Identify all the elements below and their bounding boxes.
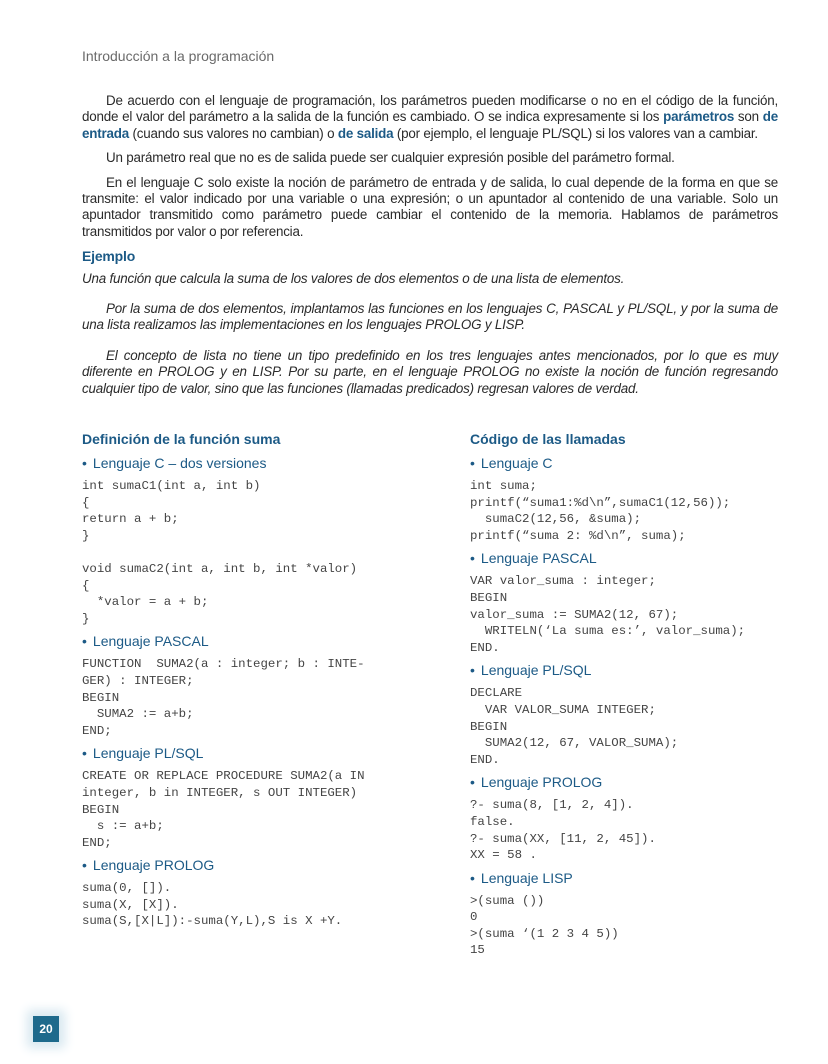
code-line: 15 <box>470 943 485 958</box>
code-line: END. <box>470 752 500 767</box>
language-heading <box>82 857 402 873</box>
body-text <box>82 93 778 405</box>
paragraph: Un parámetro real que no es de salida puede ser cualquier expresión posible del parámetro formal. <box>106 150 675 166</box>
code-line: ?- suma(XX, [11, 2, 45]). <box>470 831 656 846</box>
code-block <box>82 768 402 851</box>
code-block <box>470 893 800 959</box>
code-line: VAR valor_suma : integer; <box>470 574 656 589</box>
code-line: suma(X, [X]). <box>82 897 179 912</box>
code-line: ?- suma(8, [1, 2, 4]). <box>470 798 634 813</box>
code-block <box>470 573 800 656</box>
code-block <box>470 797 800 863</box>
code-line: CREATE OR REPLACE PROCEDURE SUMA2(a IN <box>82 769 365 784</box>
language-heading <box>470 455 800 471</box>
running-header: Introducción a la programación <box>82 48 275 64</box>
code-line: WRITELN(‘La suma es:’, valor_suma); <box>470 624 746 639</box>
language-label: Lenguaje PASCAL <box>480 550 597 567</box>
term-parametros: parámetros <box>663 109 735 125</box>
bullet-icon: • <box>470 662 475 679</box>
language-label: Lenguaje PROLOG <box>92 857 215 874</box>
example-paragraph: Una función que calcula la suma de los valores de dos elementos o de una lista de elementos. <box>82 270 625 286</box>
code-line: END; <box>82 723 112 738</box>
code-block <box>470 478 800 544</box>
code-line: { <box>82 495 90 510</box>
code-line: SUMA2(12, 67, VALOR_SUMA); <box>470 736 679 751</box>
bullet-icon: • <box>470 869 475 886</box>
language-label: Lenguaje C – dos versiones <box>92 455 267 471</box>
code-line: integer, b in INTEGER, s OUT INTEGER) <box>82 785 358 800</box>
bullet-icon: • <box>470 550 475 567</box>
text: De acuerdo con el lenguaje de programación, los parámetros pueden modificarse o no en el código de la función, donde el valor del parámetro a la salida de la función es cambiado. O se indica expresamente si los <box>82 93 778 125</box>
column-heading: Definición de la función suma <box>82 431 281 447</box>
code-line: suma(0, []). <box>82 881 172 896</box>
bullet-icon: • <box>470 774 475 791</box>
code-line: VAR VALOR_SUMA INTEGER; <box>470 702 656 717</box>
code-line: >(suma ‘(1 2 3 4 5)) <box>470 926 619 941</box>
text: son <box>734 109 763 125</box>
code-line: } <box>82 528 90 543</box>
code-line: void sumaC2(int a, int b, int *valor) <box>82 561 358 576</box>
page-number: 20 <box>33 1016 59 1042</box>
text: (por ejemplo, el lenguaje PL/SQL) si los valores van a cambiar. <box>393 125 758 141</box>
code-line: BEGIN <box>470 590 508 605</box>
code-block <box>470 685 800 768</box>
code-line: BEGIN <box>82 802 120 817</box>
example-heading: Ejemplo <box>82 248 136 265</box>
code-block <box>82 880 402 930</box>
code-line: } <box>82 611 90 626</box>
code-line: XX = 58 . <box>470 848 537 863</box>
paragraph: En el lenguaje C solo existe la noción de parámetro de entrada y de salida, lo cual depende de la forma en que se transmite: el valor indicado por una variable o una expresión; o un apuntador al contenido de una variable. Solo un apuntador transmitido como parámetro puede cambiar el contenido de la memoria. Hablamos de parámetros transmitidos por valor o por referencia. <box>82 174 778 239</box>
language-label: Lenguaje LISP <box>480 869 573 886</box>
example-paragraph: Por la suma de dos elementos, implantamos las funciones en los lenguajes C, PASCAL y PL/SQL, y por la suma de una lista realizamos las implementaciones en los lenguajes PROLOG y LISP. <box>82 301 778 333</box>
code-block <box>82 478 402 627</box>
language-heading <box>470 774 800 790</box>
language-label: Lenguaje C <box>480 455 553 471</box>
code-line: int sumaC1(int a, int b) <box>82 479 261 493</box>
term-de-salida: de salida <box>337 125 394 141</box>
code-line: printf(“suma1:%d\n”,sumaC1(12,56)); <box>470 495 731 510</box>
example-paragraph: El concepto de lista no tiene un tipo predefinido en los tres lenguajes antes mencionados, por lo que es muy diferente en PROLOG y en LISP. Por su parte, en el lenguaje PROLOG no existe la noción de función regresando cualquier tipo de valor, sino que las funciones (llamadas predicados) regresan valores de verdad. <box>82 347 778 396</box>
code-line: valor_suma := SUMA2(12, 67); <box>470 607 679 622</box>
code-line: int suma; <box>470 479 537 493</box>
code-block <box>82 656 402 739</box>
language-heading <box>470 662 800 678</box>
language-heading <box>82 455 402 471</box>
bullet-icon: • <box>82 857 87 874</box>
code-line: printf(“suma 2: %d\n”, suma); <box>470 528 686 543</box>
code-line: DECLARE <box>470 686 523 701</box>
language-heading <box>470 870 800 886</box>
code-line: suma(S,[X|L]):-suma(Y,L),S is X +Y. <box>82 914 343 929</box>
language-heading <box>470 550 800 566</box>
code-line: BEGIN <box>470 719 508 734</box>
code-line: return a + b; <box>82 512 179 527</box>
language-label: Lenguaje PASCAL <box>92 633 209 650</box>
code-line: FUNCTION SUMA2(a : integer; b : INTE- <box>82 657 365 672</box>
code-line: sumaC2(12,56, &suma); <box>470 512 642 527</box>
code-line: s := a+b; <box>82 819 164 834</box>
left-column <box>82 431 402 932</box>
text: (cuando sus valores no cambian) o <box>128 125 338 141</box>
code-line: END. <box>470 640 500 655</box>
language-heading <box>82 633 402 649</box>
code-line: false. <box>470 814 515 829</box>
term-de-entrada: de entrada <box>82 109 779 141</box>
bullet-icon: • <box>82 455 87 471</box>
bullet-icon: • <box>470 455 475 471</box>
code-line: END; <box>82 835 112 850</box>
code-line: BEGIN <box>82 690 120 705</box>
bullet-icon: • <box>82 633 87 650</box>
code-line: >(suma ()) <box>470 893 545 908</box>
right-column <box>470 431 800 961</box>
code-line: SUMA2 := a+b; <box>82 707 194 722</box>
language-heading <box>82 745 402 761</box>
column-heading: Código de las llamadas <box>470 431 626 447</box>
code-line: GER) : INTEGER; <box>82 673 194 688</box>
language-label: Lenguaje PL/SQL <box>480 662 592 679</box>
language-label: Lenguaje PL/SQL <box>92 745 204 762</box>
paragraph <box>82 93 778 142</box>
bullet-icon: • <box>82 745 87 762</box>
code-line: *valor = a + b; <box>82 595 209 610</box>
language-label: Lenguaje PROLOG <box>480 774 603 791</box>
code-line: { <box>82 578 90 593</box>
code-line: 0 <box>470 910 478 925</box>
code-line <box>82 544 402 561</box>
